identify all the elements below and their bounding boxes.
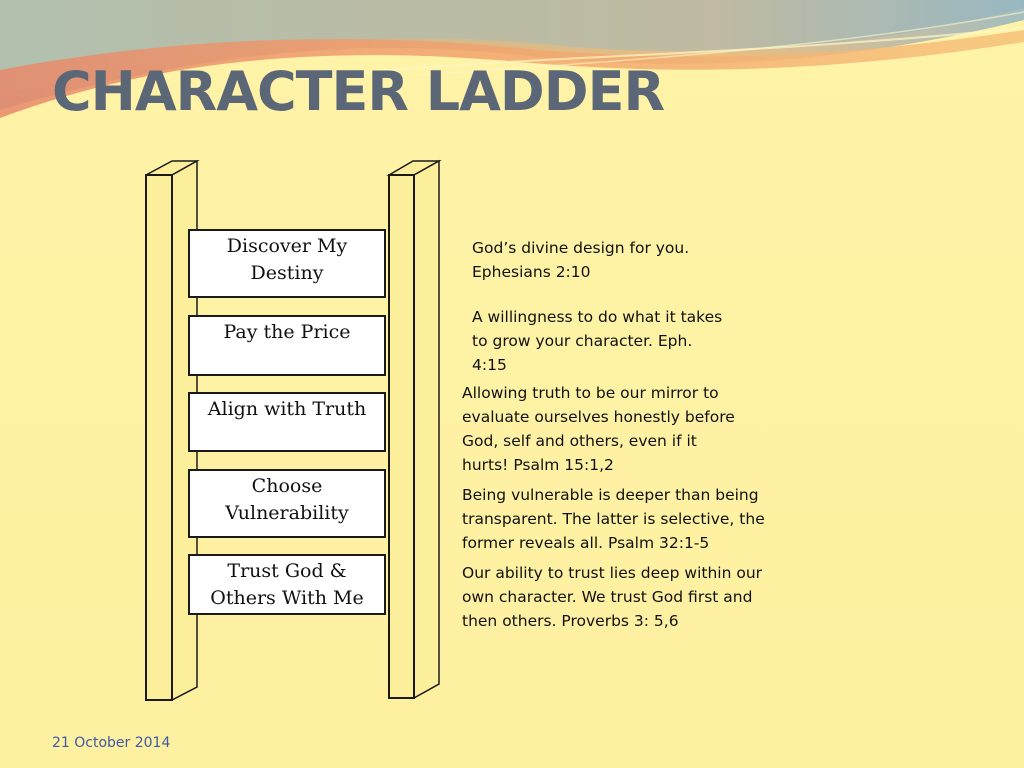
rung-discover-my-destiny [188, 229, 386, 298]
description-line: 4:15 [472, 356, 507, 374]
rung-label-line: Discover My [226, 235, 348, 257]
footer-date: 21 October 2014 [52, 735, 171, 751]
description-line: hurts! Psalm 15:1,2 [462, 456, 614, 474]
description-line: Allowing truth to be our mirror to [462, 384, 719, 402]
description-line: own character. We trust God first and [462, 588, 753, 606]
rung-label-line: Vulnerability [225, 502, 349, 524]
rung-label-line: Others With Me [210, 587, 364, 609]
description-line: Ephesians 2:10 [472, 263, 591, 281]
left-rail-front [146, 175, 172, 700]
description-discover-my-destiny [472, 236, 689, 284]
rung-trust-god-and-others [188, 554, 386, 615]
description-pay-the-price [472, 305, 722, 377]
description-line: God’s divine design for you. [472, 239, 690, 257]
description-line: former reveals all. Psalm 32:1-5 [462, 534, 710, 552]
rung-label-line: Pay the Price [223, 321, 351, 343]
description-trust-god-and-others [462, 561, 762, 633]
rung-align-with-truth [188, 392, 386, 452]
description-line: Our ability to trust lies deep within our [462, 564, 763, 582]
page-title: CHARACTER LADDER [52, 60, 665, 123]
right-rail-front [389, 175, 414, 698]
rung-label-line: Trust God & [227, 560, 347, 582]
description-line: then others. Proverbs 3: 5,6 [462, 612, 679, 630]
description-line: A willingness to do what it takes [472, 308, 723, 326]
description-choose-vulnerability [462, 483, 765, 555]
description-line: to grow your character. Eph. [472, 332, 693, 350]
rung-pay-the-price [188, 315, 386, 376]
rung-label-line: Destiny [250, 262, 324, 284]
rung-label-line: Align with Truth [207, 398, 367, 420]
rung-choose-vulnerability [188, 469, 386, 538]
description-line: God, self and others, even if it [462, 432, 697, 450]
description-line: evaluate ourselves honestly before [462, 408, 735, 426]
right-rail-side [414, 161, 439, 698]
rung-label-line: Choose [251, 475, 323, 497]
description-align-with-truth [462, 381, 735, 477]
description-line: Being vulnerable is deeper than being [462, 486, 759, 504]
description-line: transparent. The latter is selective, the [462, 510, 765, 528]
